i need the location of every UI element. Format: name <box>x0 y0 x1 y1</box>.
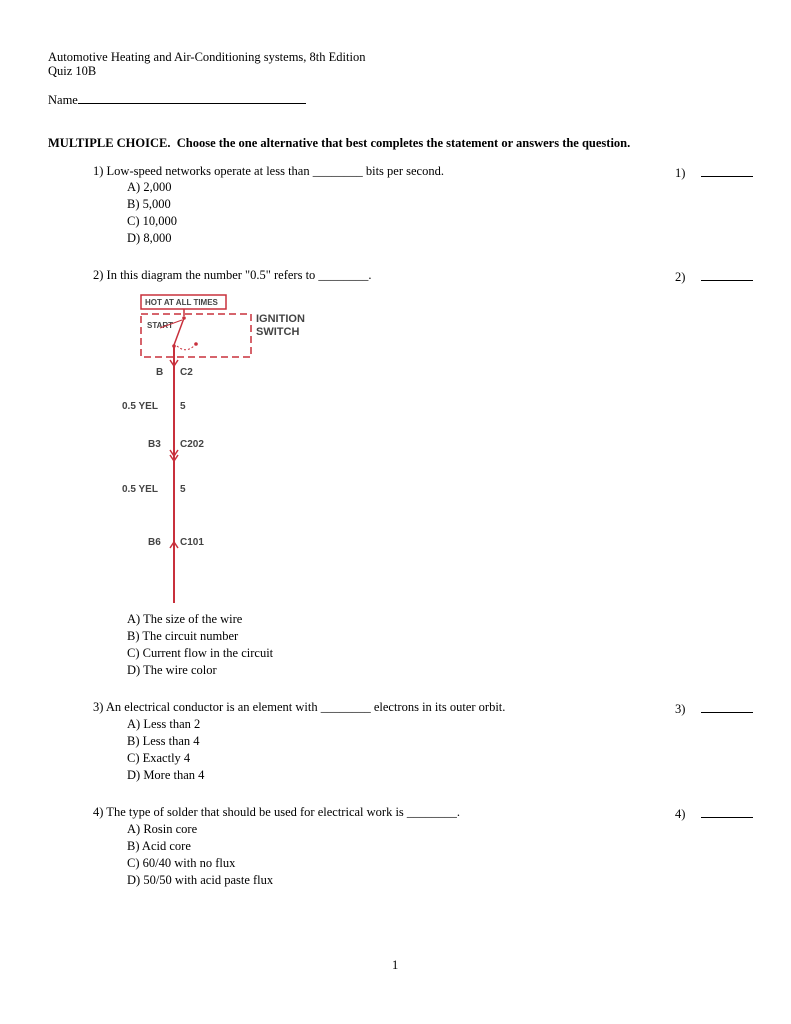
label-b3: B3 <box>148 439 161 450</box>
question-4-option-a: A) Rosin core <box>127 822 198 836</box>
switch-pivot <box>182 316 186 320</box>
switch-travel-arc <box>177 345 195 350</box>
document-title: Automotive Heating and Air-Conditioning systems, 8th Edition <box>48 50 366 64</box>
question-1-option-b: B) 5,000 <box>127 197 171 211</box>
instructions <box>48 136 630 151</box>
ignition-label-line1: IGNITION <box>256 313 305 325</box>
quiz-id: Quiz 10B <box>48 64 97 78</box>
answer-3-field <box>675 700 753 717</box>
answer-1-line[interactable] <box>701 164 753 177</box>
answer-1-field <box>675 164 753 181</box>
name-field <box>48 92 306 108</box>
wire1-circuit-number: 5 <box>180 401 186 412</box>
question-2-option-b: B) The circuit number <box>127 629 239 643</box>
label-b: B <box>156 367 164 378</box>
instructions-label: MULTIPLE CHOICE. <box>48 136 171 150</box>
wiring-diagram <box>100 290 340 608</box>
answer-1-label: 1) <box>675 166 686 180</box>
answer-2-line[interactable] <box>701 268 753 281</box>
answer-3-line[interactable] <box>701 700 753 713</box>
start-label: START <box>147 321 174 330</box>
label-b6: B6 <box>148 537 161 548</box>
wire1-size-color: 0.5 YEL <box>122 401 158 412</box>
label-c101: C101 <box>180 537 204 548</box>
instructions-text: Choose the one alternative that best completes the statement or answers the question. <box>176 136 631 150</box>
question-4-option-d: D) 50/50 with acid paste flux <box>127 873 274 887</box>
label-c202: C202 <box>180 439 204 450</box>
name-line[interactable] <box>78 92 306 104</box>
question-4-option-c: C) 60/40 with no flux <box>127 856 236 870</box>
question-1-option-a: A) 2,000 <box>127 180 172 194</box>
hot-at-all-times-label: HOT AT ALL TIMES <box>145 298 218 307</box>
question-3-option-b: B) Less than 4 <box>127 734 200 748</box>
page-number: 1 <box>392 958 399 972</box>
question-3-text: 3) An electrical conductor is an element with ________ electrons in its outer orbit. <box>93 700 506 714</box>
ignition-label-line2: SWITCH <box>256 326 300 338</box>
question-2-option-d: D) The wire color <box>127 663 217 677</box>
question-3-option-a: A) Less than 2 <box>127 717 201 731</box>
question-3-option-d: D) More than 4 <box>127 768 205 782</box>
question-4-option-b: B) Acid core <box>127 839 191 853</box>
question-1-option-d: D) 8,000 <box>127 231 172 245</box>
answer-4-field <box>675 805 753 822</box>
answer-2-field <box>675 268 753 285</box>
label-c2: C2 <box>180 367 193 378</box>
answer-3-label: 3) <box>675 702 686 716</box>
question-2-text: 2) In this diagram the number "0.5" refers to ________. <box>93 268 372 282</box>
answer-2-label: 2) <box>675 270 686 284</box>
wire2-size-color: 0.5 YEL <box>122 484 158 495</box>
question-2-option-a: A) The size of the wire <box>127 612 243 626</box>
switch-contact-2 <box>194 342 198 346</box>
question-3-option-c: C) Exactly 4 <box>127 751 191 765</box>
name-label: Name <box>48 93 78 107</box>
question-1-option-c: C) 10,000 <box>127 214 177 228</box>
question-2-option-c: C) Current flow in the circuit <box>127 646 274 660</box>
question-1-text: 1) Low-speed networks operate at less than ________ bits per second. <box>93 164 444 178</box>
wire2-circuit-number: 5 <box>180 484 186 495</box>
question-4-text: 4) The type of solder that should be used for electrical work is ________. <box>93 805 461 819</box>
answer-4-label: 4) <box>675 807 686 821</box>
answer-4-line[interactable] <box>701 805 753 818</box>
